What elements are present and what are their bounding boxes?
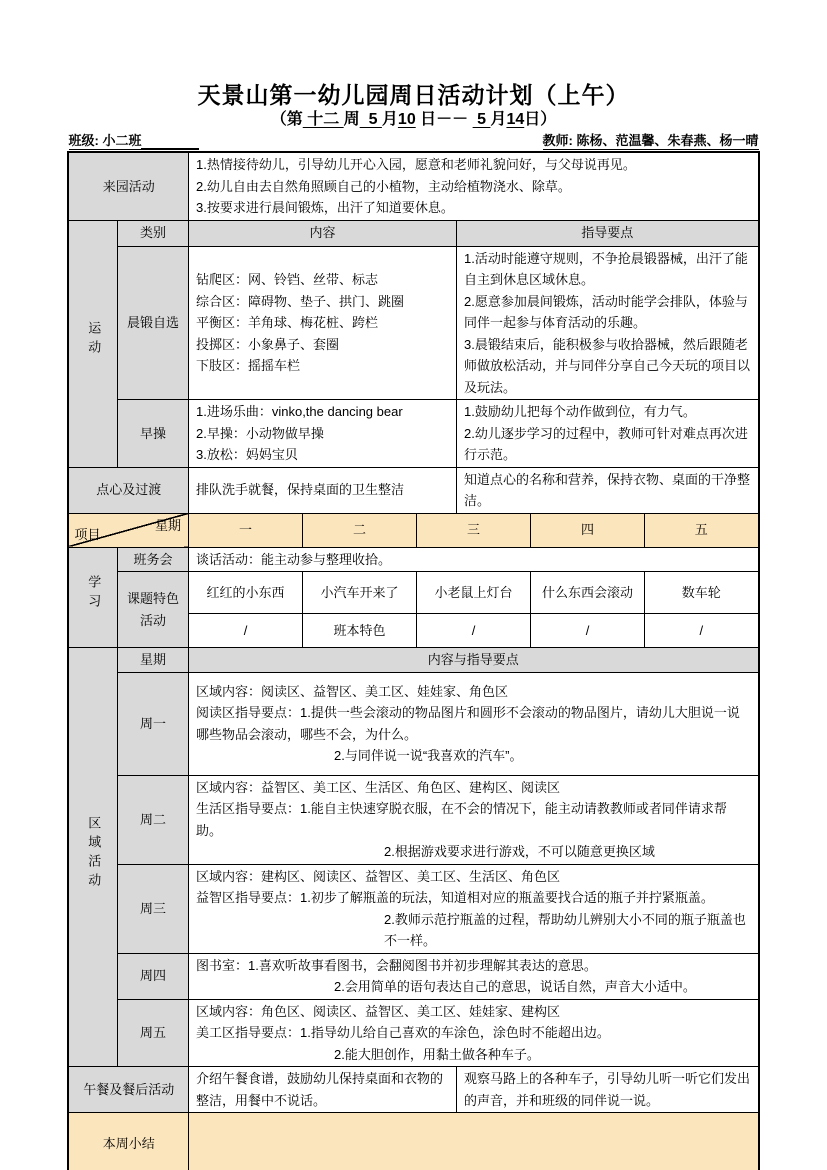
teacher-label: 教师: [542, 133, 577, 148]
wednesday-content-cell [189, 864, 759, 953]
corner-item-label: 项目 [74, 527, 101, 542]
friday-label-cell: 周五 [117, 999, 188, 1067]
morning-exercise-label-cell: 晨锻自选 [117, 246, 188, 400]
theme-activity-label-cell: 课题特色活动 [117, 572, 188, 648]
arrival-line: 2.幼儿自由去自然角照顾自己的小植物，主动给植物浇水、除草。 [196, 178, 571, 194]
guide-item: 3.晨锻结束后，能积极参与收拾器械，然后跟随老师做放松活动，并与同伴分享自己今天玩的项目以及玩法。 [464, 336, 751, 395]
theme2-wed-cell: / [417, 614, 531, 648]
weekday-cell-tue: 二 [303, 513, 417, 547]
tuesday-label-cell: 周二 [117, 775, 188, 864]
diagonal-corner-cell [68, 513, 188, 547]
region-line: 阅读区指导要点：1.提供一些会滚动的物品图片和圆形不会滚动的物品图片，请幼儿大胆说一说哪些物品会滚动，哪些不会，为什么。 [196, 705, 740, 742]
guide-item: 1.活动时能遵守规则，不争抢晨锻器械，出汗了能自主到休息区域休息。 [464, 250, 748, 287]
lunch-content-cell: 介绍午餐食谱，鼓励幼儿保持桌面和衣物的整洁，用餐中不说话。 [189, 1067, 457, 1113]
region-friday-row [68, 999, 758, 1067]
snack-content-cell: 排队洗手就餐，保持桌面的卫生整洁 [189, 467, 457, 513]
end-month: 5 [472, 111, 491, 128]
region-thursday-row [68, 953, 758, 999]
morning-gym-content-cell [189, 400, 457, 468]
sport-section-label-cell [68, 220, 117, 467]
region-line-indent: 2.会用简单的语句表达自己的意思，说话自然，声音大小适中。 [334, 979, 696, 994]
weekday-header-row [68, 513, 758, 547]
class-meeting-label-cell: 班务会 [117, 547, 188, 572]
summary-content-cell [189, 1113, 759, 1170]
morning-exercise-guide-cell [457, 246, 759, 400]
region-line-indent: 2.教师示范拧瓶盖的过程，帮助幼儿辨别大小不同的瓶子瓶盖也不一样。 [384, 911, 746, 948]
thursday-content-cell [189, 953, 759, 999]
arrival-line: 1.热情接待幼儿，引导幼儿开心入园，愿意和老师礼貌问好，与父母说再见。 [196, 157, 636, 172]
guide-item: 2.愿意参加晨间锻炼，活动时能学会排队，体验与同伴一起参与体育活动的乐趣。 [464, 293, 748, 330]
corner-week-label: 星期 [154, 517, 181, 533]
region-monday-row [68, 672, 758, 775]
thursday-label-cell: 周四 [117, 953, 188, 999]
region-line: 美工区指导要点：1.指导幼儿给自己喜欢的车涂色，涂色时不能超出边。 [196, 1025, 610, 1040]
region-wednesday-row [68, 864, 758, 953]
theme-wed-cell: 小老鼠上灯台 [417, 572, 531, 614]
theme-tue-cell: 小汽车开来了 [303, 572, 417, 614]
morning-exercise-content-cell [189, 246, 457, 400]
gym-line: 3.放松：妈妈宝贝 [196, 447, 298, 462]
snack-guide-cell: 知道点心的名称和营养，保持衣物、桌面的干净整洁。 [457, 467, 759, 513]
gym-line: 1.进场乐曲：vinko,the dancing bear [196, 404, 403, 419]
weekday-cell-wed: 三 [417, 513, 531, 547]
week-date-subtitle: （第 十二 周 5 月10 日－－ 5 月14日） [270, 111, 557, 128]
theme2-fri-cell: / [645, 614, 759, 648]
theme-activity-row-1 [68, 572, 758, 614]
monday-label-cell: 周一 [117, 672, 188, 775]
start-month: 5 [359, 111, 382, 128]
class-value: 小二班 [102, 133, 142, 148]
region-line: 图书室：1.喜欢听故事看图书，会翻阅图书并初步理解其表达的意思。 [196, 957, 597, 973]
guide-item: 2.幼儿逐步学习的过程中，教师可针对难点再次进行示范。 [464, 425, 748, 462]
theme-mon-cell: 红红的小东西 [189, 572, 303, 614]
teacher-value: 陈杨、范温馨、朱春燕、杨一晴 [576, 133, 759, 148]
friday-content-cell [189, 999, 759, 1067]
summary-label-cell: 本周小结 [68, 1113, 188, 1170]
region-line-indent: 2.根据游戏要求进行游戏，不可以随意更换区域 [384, 844, 655, 859]
theme-thu-cell: 什么东西会滚动 [531, 572, 645, 614]
theme2-tue-cell: 班本特色 [303, 614, 417, 648]
region-line-indent: 2.能大胆创作，用黏土做各种车子。 [334, 1046, 540, 1062]
summary-row [68, 1113, 758, 1170]
arrival-label-cell: 来园活动 [68, 152, 188, 220]
study-section-label: 学习 [86, 575, 102, 613]
morning-gym-guide-cell [457, 400, 759, 468]
guide-header-cell: 指导要点 [457, 220, 759, 246]
region-section-label: 区域活动 [86, 815, 102, 892]
monday-content-cell [189, 672, 759, 775]
class-label: 班级: [68, 133, 103, 148]
theme-fri-cell: 数车轮 [645, 572, 759, 614]
weekday-cell-thu: 四 [531, 513, 645, 547]
theme2-mon-cell: / [189, 614, 303, 648]
zone-line: 平衡区：羊角球、梅花桩、跨栏 [196, 315, 379, 330]
region-line: 区域内容：角色区、阅读区、益智区、美工区、娃娃家、建构区 [196, 1003, 561, 1019]
guide-item: 1.鼓励幼儿把每个动作做到位，有力气。 [464, 404, 696, 419]
end-day: 14 [506, 111, 525, 128]
arrival-line: 3.按要求进行晨间锻炼，出汗了知道要休息。 [196, 200, 454, 215]
weekday-cell-mon: 一 [189, 513, 303, 547]
class-field [69, 132, 200, 150]
morning-gym-row [68, 400, 758, 468]
region-section-label-cell [68, 648, 117, 1067]
wednesday-label-cell: 周三 [117, 864, 188, 953]
category-header-cell: 类别 [117, 220, 188, 246]
morning-exercise-row [68, 246, 758, 400]
class-meeting-row [68, 547, 758, 572]
region-header-row [68, 648, 758, 673]
region-content-header-cell: 内容与指导要点 [189, 648, 759, 673]
zone-line: 下肢区：摇摇车栏 [196, 358, 301, 373]
region-line: 益智区指导要点：1.初步了解瓶盖的玩法，知道相对应的瓶盖要找合适的瓶子并拧紧瓶盖。 [196, 890, 714, 905]
content-header-cell: 内容 [189, 220, 457, 246]
theme2-thu-cell: / [531, 614, 645, 648]
snack-row [68, 467, 758, 513]
sport-header-row [68, 220, 758, 246]
zone-line: 综合区：障碍物、垫子、拱门、跳圈 [196, 293, 405, 309]
start-day: 10 [397, 111, 416, 128]
teacher-field [543, 132, 759, 150]
page-title: 天景山第一幼儿园周日活动计划（上午） [197, 82, 630, 108]
class-meeting-content-cell: 谈话活动：能主动参与整理收拾。 [189, 547, 759, 572]
tuesday-content-cell [189, 775, 759, 864]
sport-section-label: 运动 [86, 321, 102, 360]
week-number: 十二 [302, 111, 344, 128]
arrival-row [68, 152, 758, 220]
region-line: 区域内容：阅读区、益智区、美工区、娃娃家、角色区 [196, 683, 509, 699]
zone-line: 投掷区：小象鼻子、套圈 [196, 336, 340, 352]
zone-line: 钻爬区：网、铃铛、丝带、标志 [196, 272, 379, 287]
gym-line: 2.早操：小动物做早操 [196, 425, 324, 441]
study-section-label-cell [68, 547, 117, 648]
region-tuesday-row [68, 775, 758, 864]
weekly-plan-table [67, 151, 759, 1170]
region-line-indent: 2.与同伴说一说“我喜欢的汽车”。 [334, 748, 523, 763]
region-line: 区域内容：建构区、阅读区、益智区、美工区、生活区、角色区 [196, 868, 561, 884]
morning-gym-label-cell: 早操 [117, 400, 188, 468]
subtitle-text: （第 [270, 111, 303, 128]
meta-row [69, 132, 759, 150]
snack-label-cell: 点心及过渡 [68, 467, 188, 513]
region-line: 区域内容：益智区、美工区、生活区、角色区、建构区、阅读区 [196, 779, 561, 795]
arrival-content-cell [189, 152, 759, 220]
region-week-header-cell: 星期 [117, 648, 188, 673]
lunch-guide-cell: 观察马路上的各种车子，引导幼儿听一听它们发出的声音，并和班级的同伴说一说。 [457, 1067, 759, 1113]
lunch-label-cell: 午餐及餐后活动 [68, 1067, 188, 1113]
weekday-cell-fri: 五 [645, 513, 759, 547]
lunch-row [68, 1067, 758, 1113]
region-line: 生活区指导要点：1.能自主快速穿脱衣服，在不会的情况下，能主动请教教师或者同伴请求帮助。 [196, 801, 727, 838]
class-blank-underline [141, 134, 199, 149]
